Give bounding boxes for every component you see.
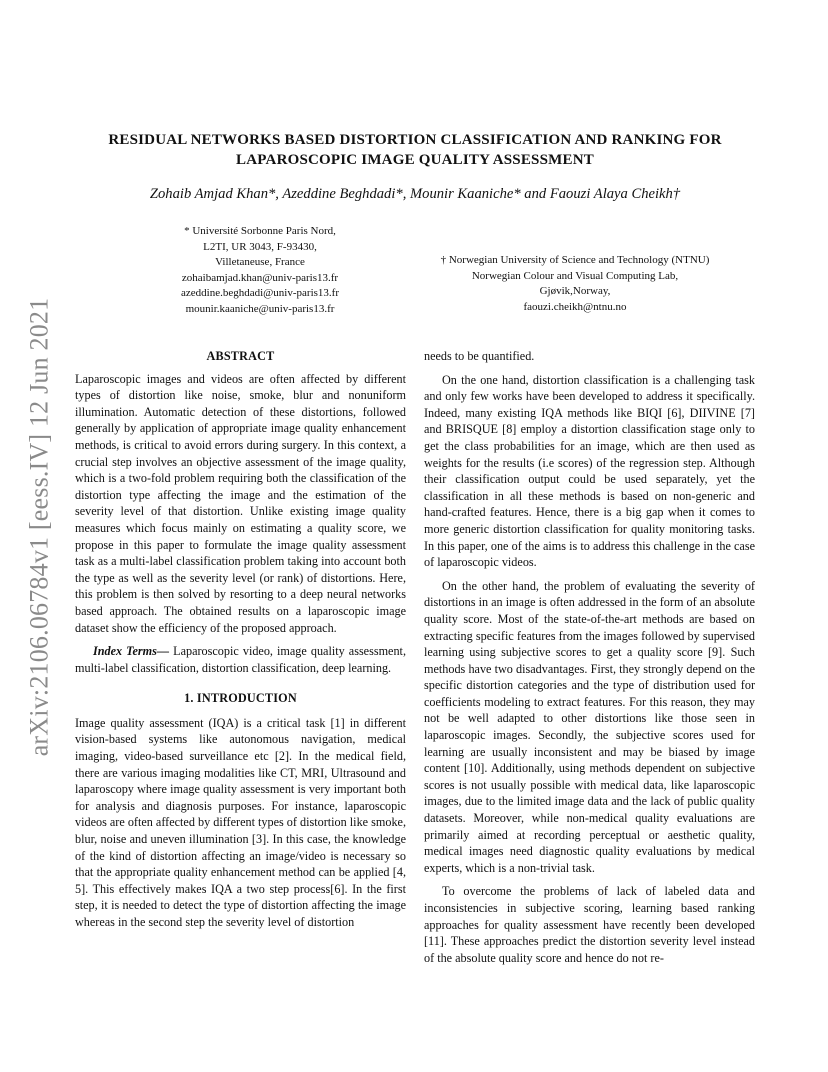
body-paragraph: On the other hand, the problem of evaluating the severity of distortions in an image is often addressed in the form of an absolute quality score. Most of the state-of-the-art methods are based on extracting specific features from the images followed by supervised learning using subjective scores to get a quality score [9]. Such methods have two disadvantages. First, they strongly depend on the specific distortion categories and the type of distribution used for coefficients modeling to extract features. For this reason, they may not be well adapted to other distortions like those seen in laparoscopic images. Secondly, the subjective scores used for learning are usually inconsistent and may be biased by image content [10]. Additionally, using methods dependent on subjective scores is not usually possible with medical data, like laparoscopic images, due to the limited image data and the lack of public quality datasets. Moreover, while non-medical quality evaluations are primarily aimed at recording perceptual or aesthetic quality, medical images need diagnostic quality evaluations by medical experts, which is a non-trivial task. — [424, 578, 755, 875]
arxiv-identifier-text: arXiv:2106.06784v1 [eess.IV] 12 Jun 2021 — [24, 297, 54, 757]
index-terms-text: Laparoscopic video, image quality assessment, multi-label classification, distortion classification, deep learning. — [75, 644, 406, 675]
introduction-heading: 1. INTRODUCTION — [184, 691, 297, 706]
affiliation-right — [410, 253, 740, 315]
affiliation-left — [150, 224, 370, 318]
author-list: Zohaib Amjad Khan*, Azeddine Beghdadi*, Mounir Kaaniche* and Faouzi Alaya Cheikh† — [149, 186, 681, 202]
abstract-heading: ABSTRACT — [206, 349, 275, 363]
body-paragraph: needs to be quantified. — [424, 349, 535, 363]
arxiv-identifier — [20, 292, 58, 762]
email-address: azeddine.beghdadi@univ-paris13.fr — [181, 287, 339, 300]
affiliation-line: * Université Sorbonne Paris Nord, — [184, 225, 336, 237]
body-paragraph: To overcome the problems of lack of labeled data and inconsistencies in subjective scoring, learning based ranking approaches for quality assessment have recently been developed [11]. These approaches predict the distortion severity level instead of the absolute quality score and hence do not re- — [424, 884, 755, 965]
affiliation-line: Villetaneuse, France — [215, 256, 305, 269]
index-terms — [75, 643, 406, 676]
right-column — [424, 348, 755, 973]
intro-paragraph: Image quality assessment (IQA) is a critical task [1] in different vision-based systems like autonomous navigation, medical imaging, video-based surveillance etc [2]. In the medical field, there are various imaging modalities like CT, MRI, Ultrasound and laparoscopy where image quality assessment is very important both for analysis and diagnosis purposes. For instance, laparoscopic videos are often affected by different types of distortion like smoke, blur, noise and uneven illumination [3]. In this case, the knowledge of the kind of distortion affecting an image/video is necessary so that the appropriate quality enhancement method can be applied [4, 5]. This effectively makes IQA a two step process[6]. In the first step, it is needed to detect the type of distortion affecting the image whereas in the second step the severity level of distortion — [75, 715, 406, 929]
affiliation-line: Gjøvik,Norway, — [539, 285, 611, 298]
affiliation-line: † Norwegian University of Science and Technology (NTNU) — [440, 254, 710, 266]
left-column — [75, 348, 406, 938]
affiliation-line: Norwegian Colour and Visual Computing Lab, — [471, 269, 679, 282]
title-line-2: LAPAROSCOPIC IMAGE QUALITY ASSESSMENT — [236, 152, 594, 168]
affiliation-line: L2TI, UR 3043, F-93430, — [203, 240, 317, 253]
paper-title — [75, 130, 755, 170]
email-address: zohaibamjad.khan@univ-paris13.fr — [181, 271, 339, 284]
email-address: faouzi.cheikh@ntnu.no — [523, 300, 627, 313]
body-paragraph: On the one hand, distortion classification is a challenging task and only few works have been developed to address it specifically. Indeed, many existing IQA methods like BIQI [6], DIIVINE [7] and BRISQUE [8] employ a distortion classification stage only to get the class probabilities for an image, which are then used as weights for the results (i.e scores) of the regression step. Although their classification output could be used separately, yet the classification in all these methods is based on non-generic and hand-crafted features. Hence, there is a big gap when it comes to more generic distortion classification for quality monitoring tasks. In this paper, one of the aims is to address this challenge in the case of laparoscopic videos. — [424, 372, 755, 570]
abstract-text: Laparoscopic images and videos are often affected by different types of distortion like noise, smoke, blur and nonuniform illumination. Automatic detection of these distortions, followed generally by application of appropriate image quality enhancement methods, is critical to avoid errors during surgery. In this context, a crucial step involves an objective assessment of the image quality, which is a two-fold problem requiring both the classification of the distortion type affecting the image and the estimation of the severity level of that distortion. Unlike existing image quality measures which focus mainly on estimating a quality score, we propose in this paper to formulate the image quality assessment task as a multi-label classification problem taking into account both the type as well as the severity level (or rank) of distortions. Here, this problem is then solved by resorting to a deep neural networks based approach. The obtained results on a laparoscopic image dataset show the efficiency of the proposed approach. — [75, 371, 406, 635]
index-terms-label: Index Terms— — [93, 644, 170, 659]
email-address: mounir.kaaniche@univ-paris13.fr — [185, 302, 335, 315]
title-line-1: RESIDUAL NETWORKS BASED DISTORTION CLASSIFICATION AND RANKING FOR — [108, 132, 722, 148]
